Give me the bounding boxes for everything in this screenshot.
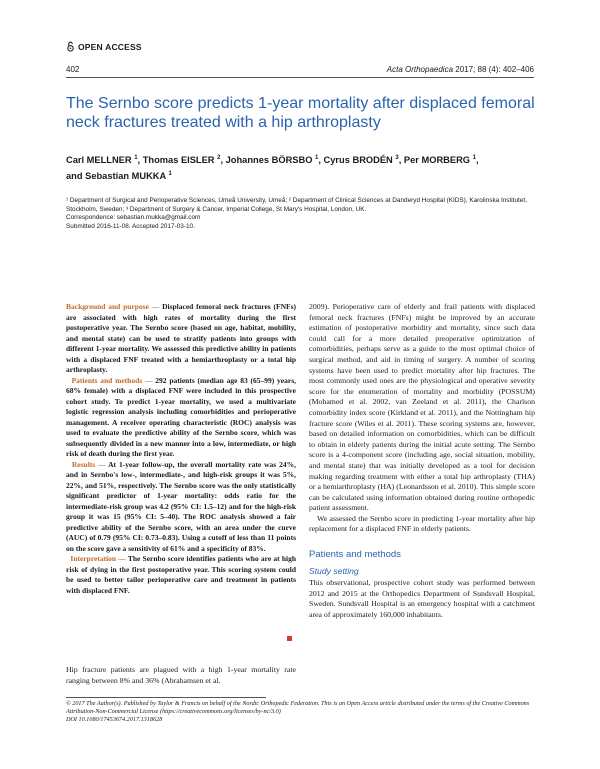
abstract-results: Results — At 1-year follow-up, the overall mortality rate was 24%, and in Sernbo's low-, intermediate-, and high-risk groups it was 5%, 22%, and 51%, respectively. The Sernbo score was the only statistically significant predictor of 1-year mortality: odds ratio for the intermediate-risk group was 4.2 (95% CI: 1.5–12) and for the high-risk group it was 15 (95% CI: 5–40). The ROC analysis showed a fair predictive ability of the Sernbo score, with an area under the curve (AUC) of 0.79 (95% CI: 0.73–0.83). Using a cutoff of less than 11 points on the score gave a sensitivity of 61% and a specificity of 83%. [66, 459, 296, 553]
page-number: 402 [66, 65, 80, 74]
abstract [66, 302, 296, 596]
author: Johannes BÖRSBO $^1$ [225, 155, 319, 166]
body-paragraph: We assessed the Sernbo score in predicting 1-year mortality after hip replacement for a displaced FNF in elderly patients. [309, 513, 535, 534]
journal-volume: 2017; 88 (4): 402–406 [455, 65, 534, 74]
open-access-badge [66, 41, 142, 52]
open-access-lock-icon [66, 41, 75, 52]
author: Per MORBERG $^1$ [403, 155, 476, 166]
affiliation-text: ¹ Department of Surgical and Perioperative Sciences, Umeå University, Umeå; ² Department of Clinical Sciences at Danderyd Hospital (KIDS), Karolinska Institutet, Stockholm, Sweden; ³ Department of Surgery & Cancer, Imperial College, St Mary's Hospital, London, UK. [66, 197, 527, 213]
correspondence: Correspondence: sebastian.mukka@gmail.com [66, 214, 201, 222]
license-text: © 2017 The Author(s). Published by Taylor & Francis on behalf of the Nordic Orthopedic Federation. This is an Open Access article distributed under the terms of the Creative Commons Attribution-Non-Commercial License (https://creativecommons.org/licenses/by-nc/3.0) [66, 700, 530, 715]
author: Thomas EISLER $^2$ [142, 155, 221, 166]
abstract-interpretation: Interpretation — The Sernbo score identifies patients who are at high risk of dying in the first postoperative year. This scoring system could be used to better tailor perioperative care and treatment in patients with displaced FNF. [66, 554, 296, 595]
intro-paragraph: Hip fracture patients are plagued with a high 1-year mortality rate ranging between 8% and 36% (Abrahamsen et al. [66, 665, 296, 685]
footer-divider [66, 697, 266, 698]
subsection-heading: Study setting [309, 566, 359, 576]
license-footer [66, 700, 538, 724]
open-access-label: OPEN ACCESS [78, 41, 142, 52]
submission-dates: Submitted 2016-11-08. Accepted 2017-03-10. [66, 222, 195, 230]
journal-name: Acta Orthopaedica [386, 65, 454, 74]
journal-citation [387, 65, 534, 74]
body-right-column [309, 302, 535, 535]
author: Carl MELLNER $^1$ [66, 155, 138, 166]
body-paragraph: 2009). Perioperative care of elderly and frail patients with displaced femoral neck fractures (FNFs) might be improved by an accurate estimation of postoperative morbidity and mortality, since such data could call for a more detailed preoperative optimization of comorbidities, perhaps serve as a guide to the most optimal choice of surgical method, and aid in timing of surgery. A number of scoring systems have been used to predict mortality after hip fractures. The most commonly used ones are the physiological and operative severity score for the enumeration of mortality and morbidity (POSSUM) (Mohamed et al. 2002, van Zeeland et al. 2011), the Charlson comorbidity index score (Kirkland et al. 2011), and the Nottingham hip fracture score (Wiles et al. 2011). These scoring systems are, however, based on detailed information on comorbidities, which can be difficult to obtain in elderly patients during the initial acute setting. The Sernbo score is a 4-component score (including age, social situation, mobility, and mental state) that was initially developed as a tool for decision making regarding treatment with either a total hip arthroplasty (THA) or a hemiarthroplasty (HA) (Leonardsson et al. 2010). This simple score can be calculated using information obtained during routine orthopedic patient assessment. [309, 302, 535, 513]
methods-paragraph: This observational, prospective cohort study was performed between 2012 and 2015 at the Orthopedics Department of Sundsvall Hospital, Sweden. Sundsvall Hospital is an emergency hospital with a catchment area of approximately 160,000 inhabitants. [309, 578, 535, 619]
article-title: The Sernbo score predicts 1-year mortality after displaced femoral neck fractures treated with a hip arthroplasty [66, 95, 535, 131]
header-divider [66, 77, 534, 78]
abstract-patients-methods: Patients and methods — 292 patients (median age 83 (65–99) years, 68% female) with a displaced FNF were included in this prospective cohort study. To predict 1-year mortality, we used a multivariate logistic regression analysis including comorbidities and perioperative management. A receiver operating characteristic (ROC) analysis was used to evaluate the predictive ability of the Sernbo score, which was subsequently divided in a new manner into a low, intermediate, or high risk of death during the first year. [66, 375, 296, 458]
affiliations [66, 197, 538, 231]
abstract-background: Background and purpose — Displaced femoral neck fractures (FNFs) are associated with high rates of mortality during the first postoperative year. The Sernbo score (based on age, habitat, mobility, and mental state) can be used to stratify patients into groups with different 1-year mortality. We assessed this predictive ability in patients with a displaced FNF treated with a hemiarthroplasty or a total hip arthroplasty. [66, 302, 296, 374]
section-heading: Patients and methods [309, 549, 401, 560]
author-list: Carl MELLNER $^1$, Thomas EISLER $^2$, Johannes BÖRSBO $^1$, Cyrus BRODÉN $^3$, Per MORBERG $^1$, and Sebastian MUKKA $^1$ [66, 155, 479, 182]
doi: DOI 10.1080/17453674.2017.1318628 [66, 716, 163, 723]
author: Cyrus BRODÉN $^3$ [323, 155, 399, 166]
end-of-abstract-marker [287, 636, 292, 641]
author: Sebastian MUKKA $^1$ [85, 171, 172, 182]
